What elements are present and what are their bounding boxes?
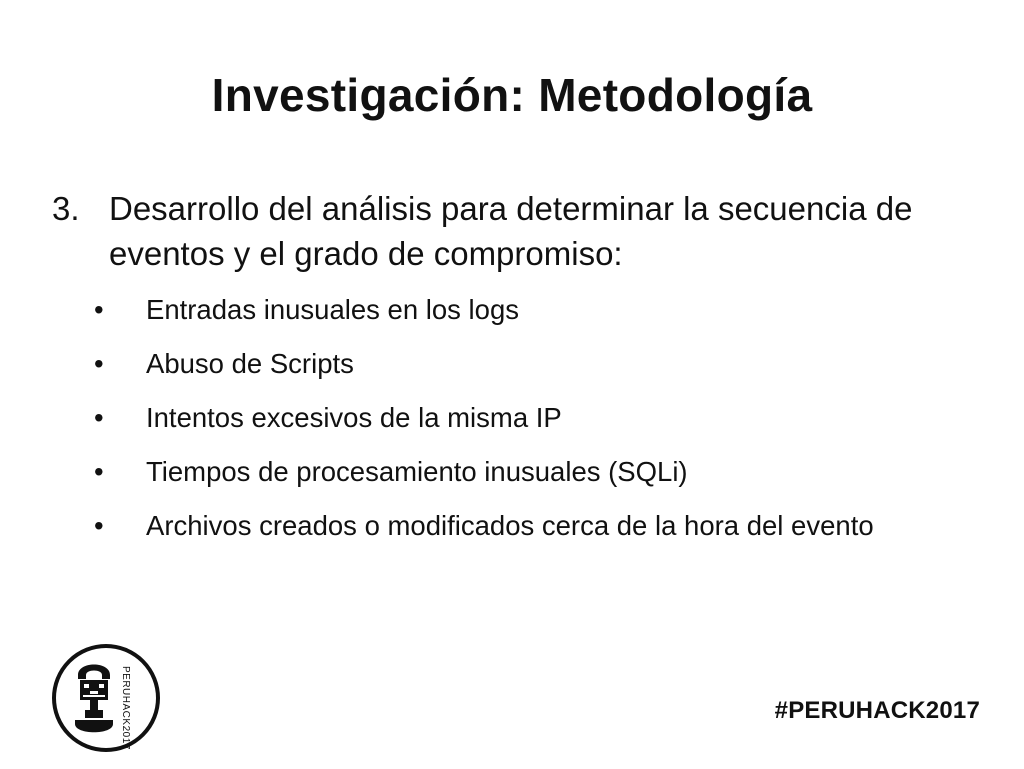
bullet-text: Abuso de Scripts [146, 348, 354, 379]
bullet-icon: • [94, 456, 104, 487]
bullet-text: Entradas inusuales en los logs [146, 294, 520, 325]
point-text: Desarrollo del análisis para determinar la secuencia de eventos y el grado de compromiso: [109, 190, 913, 272]
hashtag: #PERUHACK2017 [774, 697, 980, 724]
bullet-icon: • [94, 348, 104, 379]
bullet-item [94, 345, 954, 382]
bullet-item [94, 507, 954, 544]
bullet-icon: • [94, 294, 104, 325]
bullet-text: Archivos creados o modificados cerca de la hora del evento [146, 510, 874, 541]
peruhack-logo [51, 643, 161, 753]
bullet-icon: • [94, 402, 104, 433]
bullet-text: Intentos excesivos de la misma IP [146, 402, 562, 433]
bullet-text: Tiempos de procesamiento inusuales (SQLi) [146, 456, 688, 487]
point-number: 3. [52, 190, 80, 227]
bullet-icon: • [94, 510, 104, 541]
bullet-list [94, 291, 954, 561]
bullet-item [94, 453, 954, 490]
bullet-item [94, 291, 954, 328]
logo-text: PERUHACK2017 [120, 666, 131, 750]
bullet-item [94, 399, 954, 436]
slide-title: Investigación: Metodología [211, 69, 813, 121]
